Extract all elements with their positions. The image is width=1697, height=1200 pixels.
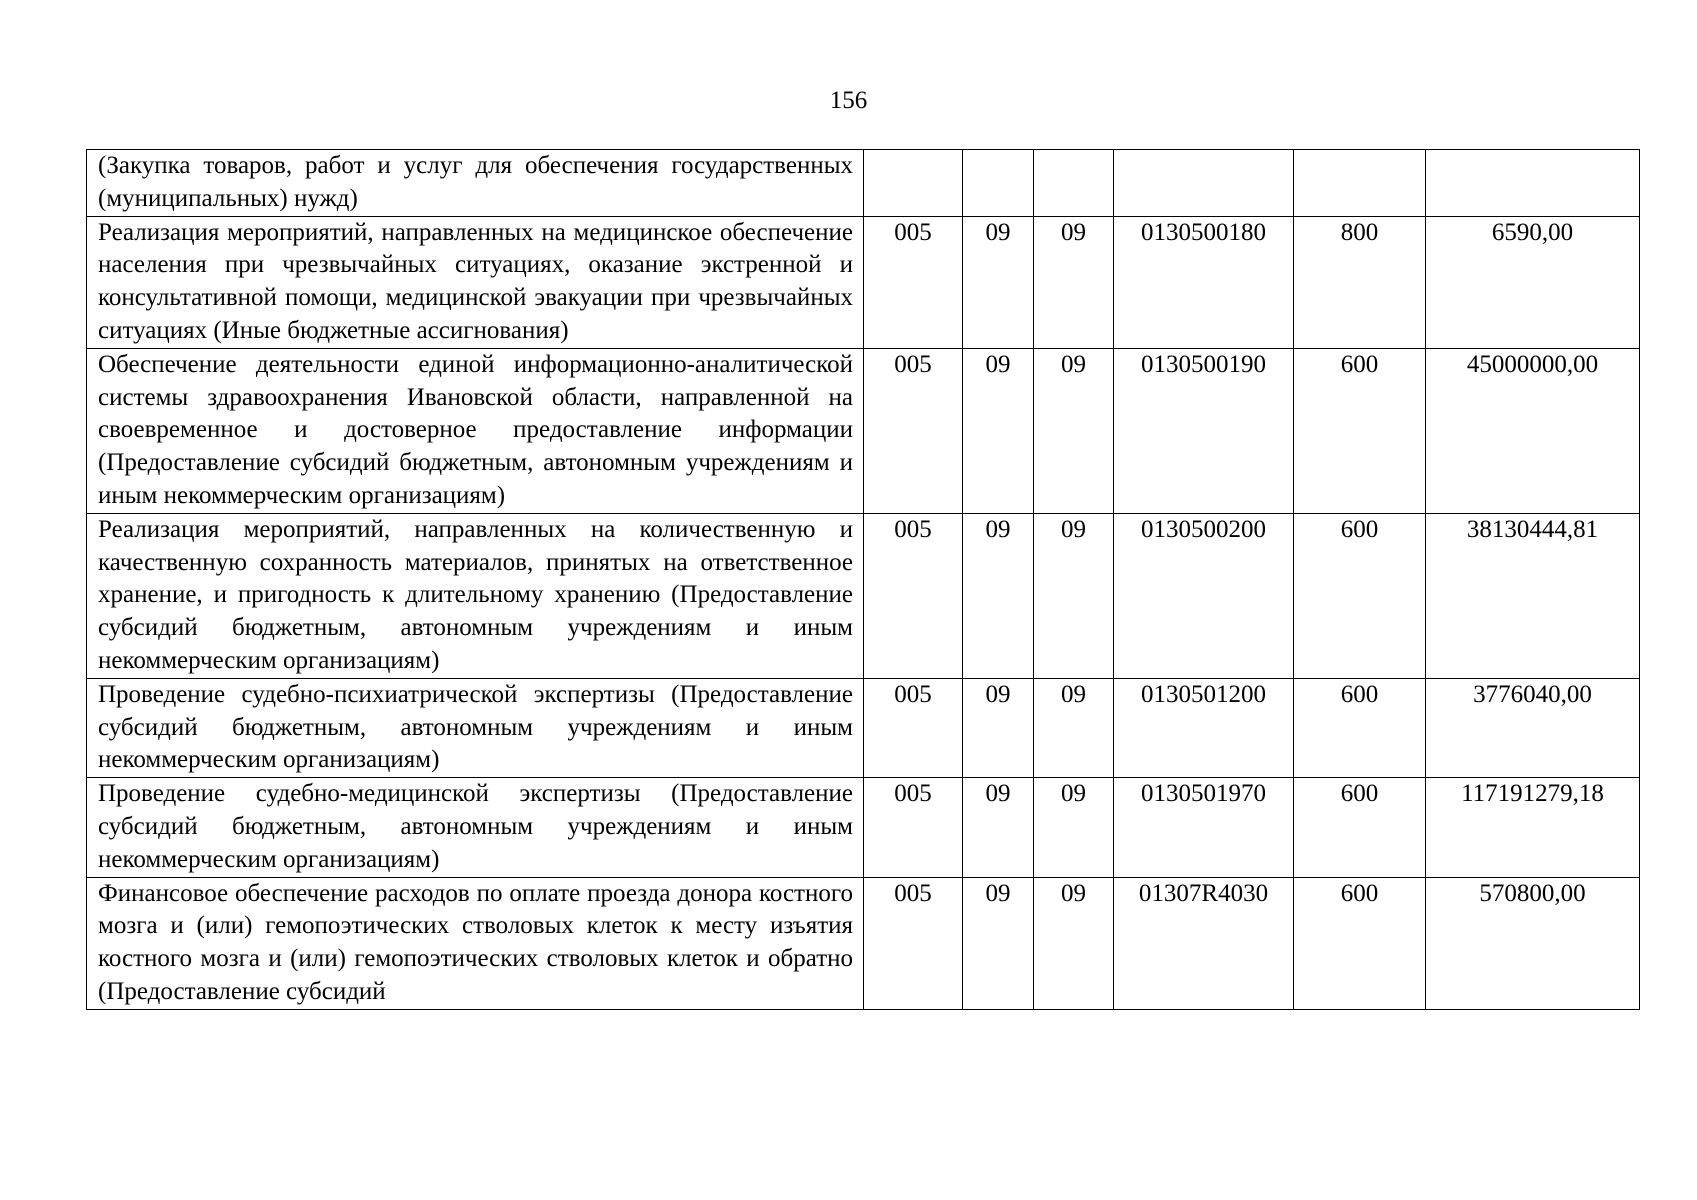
subsection-code: 09 [1034,216,1114,348]
ministry-code: 005 [864,778,963,877]
subsection-code: 09 [1034,678,1114,777]
expense-type-code: 600 [1294,348,1426,513]
amount: 6590,00 [1426,216,1640,348]
target-article-code: 0130500180 [1114,216,1294,348]
section-code: 09 [963,348,1034,513]
ministry-code: 005 [864,877,963,1009]
subsection-code: 09 [1034,877,1114,1009]
ministry-code [864,150,963,217]
page-number: 156 [829,87,868,114]
table-row [87,778,1640,877]
expense-type-code: 600 [1294,678,1426,777]
target-article-code: 01307R4030 [1114,877,1294,1009]
table-row [87,348,1640,513]
target-article-code: 0130501200 [1114,678,1294,777]
section-code: 09 [963,678,1034,777]
expense-type-code [1294,150,1426,217]
section-code: 09 [963,513,1034,678]
row-description: (Закупка товаров, работ и услуг для обеспечения государственных (муниципальных) нужд) [87,150,864,217]
budget-table [86,149,1640,1010]
section-code: 09 [963,216,1034,348]
expense-type-code: 600 [1294,877,1426,1009]
amount: 3776040,00 [1426,678,1640,777]
table-row [87,216,1640,348]
table-row [87,877,1640,1009]
target-article-code: 0130501970 [1114,778,1294,877]
ministry-code: 005 [864,678,963,777]
row-description: Реализация мероприятий, направленных на медицинское обеспечение населения при чрезвычайных ситуациях, оказание экстренной и консультативной помощи, медицинской эвакуации при чрезвычайных ситуациях (Иные бюджетные ассигнования) [87,216,864,348]
subsection-code: 09 [1034,348,1114,513]
target-article-code: 0130500190 [1114,348,1294,513]
amount: 45000000,00 [1426,348,1640,513]
table-row [87,678,1640,777]
subsection-code: 09 [1034,513,1114,678]
amount: 117191279,18 [1426,778,1640,877]
ministry-code: 005 [864,216,963,348]
ministry-code: 005 [864,513,963,678]
target-article-code [1114,150,1294,217]
row-description: Проведение судебно-психиатрической экспертизы (Предоставление субсидий бюджетным, автономным учреждениям и иным некоммерческим организациям) [87,678,864,777]
expense-type-code: 600 [1294,778,1426,877]
amount: 570800,00 [1426,877,1640,1009]
table-row [87,513,1640,678]
row-description: Реализация мероприятий, направленных на количественную и качественную сохранность материалов, принятых на ответственное хранение, и пригодность к длительному хранению (Предоставление субсидий бюджетным, автономным учреждениям и иным некоммерческим организациям) [87,513,864,678]
section-code: 09 [963,778,1034,877]
section-code [963,150,1034,217]
subsection-code: 09 [1034,778,1114,877]
expense-type-code: 800 [1294,216,1426,348]
subsection-code [1034,150,1114,217]
target-article-code: 0130500200 [1114,513,1294,678]
row-description: Финансовое обеспечение расходов по оплате проезда донора костного мозга и (или) гемопоэтических стволовых клеток к месту изъятия костного мозга и (или) гемопоэтических стволовых клеток и обратно (Предоставление субсидий [87,877,864,1009]
section-code: 09 [963,877,1034,1009]
expense-type-code: 600 [1294,513,1426,678]
amount: 38130444,81 [1426,513,1640,678]
amount [1426,150,1640,217]
ministry-code: 005 [864,348,963,513]
row-description: Обеспечение деятельности единой информационно-аналитической системы здравоохранения Ивановской области, направленной на своевременное и достоверное предоставление информации (Предоставление субсидий бюджетным, автономным учреждениям и иным некоммерческим организациям) [87,348,864,513]
table-row [87,150,1640,217]
row-description: Проведение судебно-медицинской экспертизы (Предоставление субсидий бюджетным, автономным учреждениям и иным некоммерческим организациям) [87,778,864,877]
